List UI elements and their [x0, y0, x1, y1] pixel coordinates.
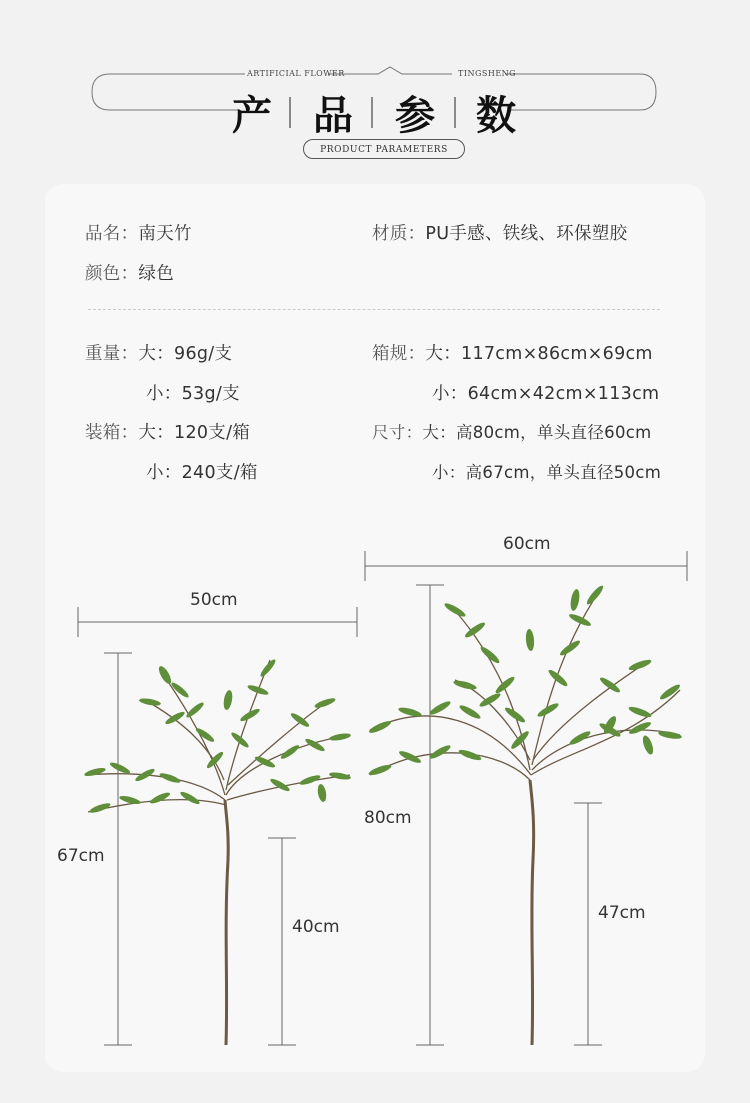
title-char-3: 参: [395, 92, 435, 139]
small-height-label: 67cm: [57, 846, 105, 866]
packing-label: 装箱：: [85, 423, 139, 443]
title-char-4: 数: [476, 92, 516, 139]
packing-large: 大：120支/箱: [138, 423, 251, 443]
large-trunk-label: 47cm: [598, 903, 646, 923]
large-height-label: 80cm: [364, 808, 412, 828]
small-trunk-label: 40cm: [292, 917, 340, 937]
subtitle-pill: PRODUCT PARAMETERS: [303, 139, 465, 159]
name-value: 南天竹: [138, 224, 192, 244]
small-width-label: 50cm: [190, 590, 238, 610]
weight-small: 小：53g/支: [146, 384, 240, 404]
color-label: 颜色：: [85, 264, 139, 284]
title-char-1: 产: [232, 92, 272, 139]
size-large: 大：高80cm，单头直径60cm: [422, 423, 652, 442]
header-right-tag: TINGSHENG: [458, 69, 517, 78]
large-width-label: 60cm: [503, 534, 551, 554]
weight-label: 重量：: [85, 344, 139, 364]
name-label: 品名：: [85, 224, 139, 244]
weight-large: 大：96g/支: [138, 344, 233, 364]
header-left-tag: ARTIFICIAL FLOWER: [247, 69, 345, 78]
material-value: PU手感、铁线、环保塑胶: [425, 224, 628, 244]
material-label: 材质：: [372, 224, 426, 244]
box-spec-large: 大：117cm×86cm×69cm: [425, 344, 653, 364]
size-small: 小：高67cm，单头直径50cm: [432, 463, 662, 482]
title-char-2: 品: [313, 92, 353, 139]
size-label: 尺寸：: [372, 423, 423, 442]
color-value: 绿色: [138, 264, 175, 284]
box-spec-small: 小：64cm×42cm×113cm: [432, 384, 660, 404]
packing-small: 小：240支/箱: [146, 463, 258, 483]
box-spec-label: 箱规：: [372, 344, 426, 364]
